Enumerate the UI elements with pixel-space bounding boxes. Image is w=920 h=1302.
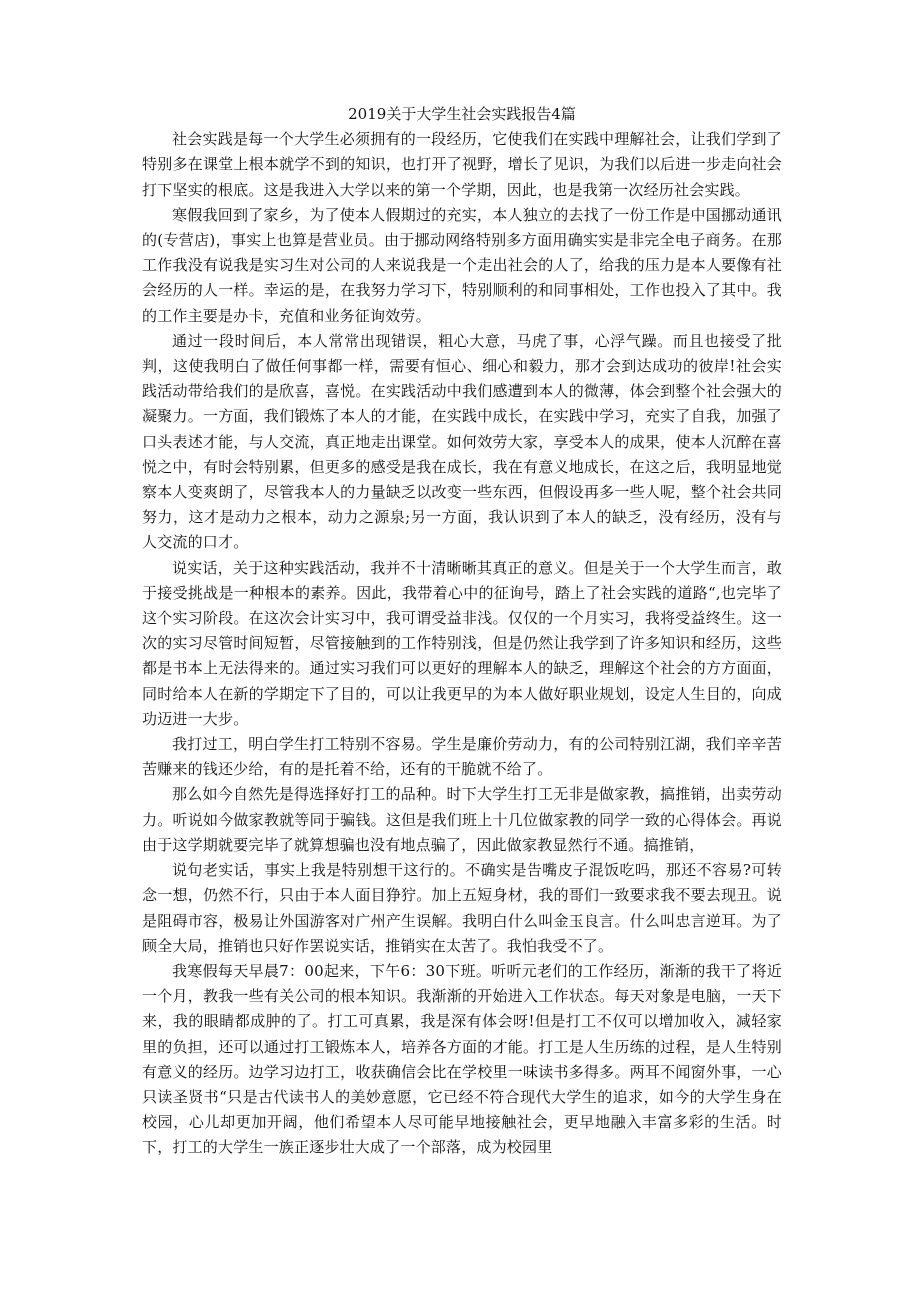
paragraph: 我打过工，明白学生打工特别不容易。学生是廉价劳动力，有的公司特别江湖，我们辛辛苦苦赚来的钱还少给，有的是托着不给，还有的干脆就不给了。 <box>142 735 782 779</box>
paragraph: 社会实践是每一个大学生必须拥有的一段经历，它使我们在实践中理解社会，让我们学到了特别多在课堂上根本就学不到的知识，也打开了视野，增长了见识，为我们以后进一步走向社会打下坚实的根底。这是我进入大学以来的第一个学期，因此，也是我第一次经历社会实践。 <box>142 130 782 199</box>
paragraph: 说实话，关于这种实践活动，我并不十清晰晰其真正的意义。但是关于一个大学生而言，敢于接受挑战是一种根本的素养。因此，我带着心中的征询号，踏上了社会实践的道路“,也完毕了这个实习阶段。在这次会计实习中，我可谓受益非浅。仅仅的一个月实习，我将受益终生。这一次的实习尽管时间短暂，尽管接触到的工作特别浅，但是仍然让我学到了许多知识和经历，这些都是书本上无法得来的。通过实习我们可以更好的理解本人的缺乏，理解这个社会的方方面面，同时给本人在新的学期定下了目的，可以让我更早的为本人做好职业规划，设定人生目的，向成功迈进一大步。 <box>142 558 782 728</box>
document-body <box>142 102 782 1161</box>
document-title: 2019关于大学生社会实践报告4篇 <box>348 105 576 123</box>
paragraph: 寒假我回到了家乡，为了使本人假期过的充实，本人独立的去找了一份工作是中国挪动通讯的(专营店)，事实上也算是营业员。由于挪动网络特别多方面用确实实是非完全电子商务。在那工作我没有说我是实习生对公司的人来说我是一个走出社会的人了，给我的压力是本人要像有社会经历的人一样。幸运的是，在我努力学习下，特别顺利的和同事相处，工作也投入了其中。我的工作主要是办卡，充值和业务征询效劳。 <box>142 205 782 325</box>
paragraph: 说句老实话，事实上我是特别想干这行的。不确实是告嘴皮子混饭吃吗，那还不容易?可转念一想，仍然不行，只由于本人面目狰狞。加上五短身材，我的哥们一致要求我不要去现丑。说是阻碍市容，极易让外国游客对广州产生误解。我明白什么叫金玉良言。什么叫忠言逆耳。为了顾全大局，推销也只好作罢说实话，推销实在太苦了。我怕我受不了。 <box>142 861 782 955</box>
paragraph: 通过一段时间后，本人常常出现错误，粗心大意，马虎了事，心浮气躁。而且也接受了批判，这使我明白了做任何事都一样，需要有恒心、细心和毅力，那才会到达成功的彼岸!社会实践活动带给我们的是欣喜，喜悦。在实践活动中我们感遭到本人的微薄，体会到整个社会强大的凝聚力。一方面，我们锻炼了本人的才能，在实践中成长，在实践中学习，充实了自我，加强了口头表述才能，与人交流，真正地走出课堂。如何效劳大家，享受本人的成果，使本人沉醉在喜悦之中，有时会特别累，但更多的感受是我在成长，我在有意义地成长，在这之后，我明显地觉察本人变爽朗了，尽管我本人的力量缺乏以改变一些东西，但假设再多一些人呢，整个社会共同努力，这才是动力之根本，动力之源泉;另一方面，我认识到了本人的缺乏，没有经历，没有与人交流的口才。 <box>142 331 782 552</box>
paragraph: 那么如今自然先是得选择好打工的品种。时下大学生打工无非是做家教，搞推销，出卖劳动力。听说如今做家教就等同于骗钱。这但是我们班上十几位做家教的同学一致的心得体会。再说由于这学期就要完毕了就算想骗也没有地点骗了，因此做家教显然行不通。搞推销， <box>142 785 782 854</box>
paragraph: 我寒假每天早晨7：00起来，下午6：30下班。听听元老们的工作经历，渐渐的我干了将近一个月，教我一些有关公司的根本知识。我渐渐的开始进入工作状态。每天对象是电脑，一天下来，我的眼睛都成肿的了。打工可真累，我是深有体会呀!但是打工不仅可以增加收入，减轻家里的负担，还可以通过打工锻炼本人，培养各方面的才能。打工是人生历练的过程，是人生特别有意义的经历。边学习边打工，收获确信会比在学校里一味读书多得多。两耳不闻窗外事，一心只读圣贤书“只是古代读书人的美妙意愿，它已经不符合现代大学生的追求，如今的大学生身在校园，心儿却更加开阔，他们希望本人尽可能早地接触社会，更早地融入丰富多彩的生活。时下，打工的大学生一族正逐步壮大成了一个部落，成为校园里 <box>142 961 782 1157</box>
